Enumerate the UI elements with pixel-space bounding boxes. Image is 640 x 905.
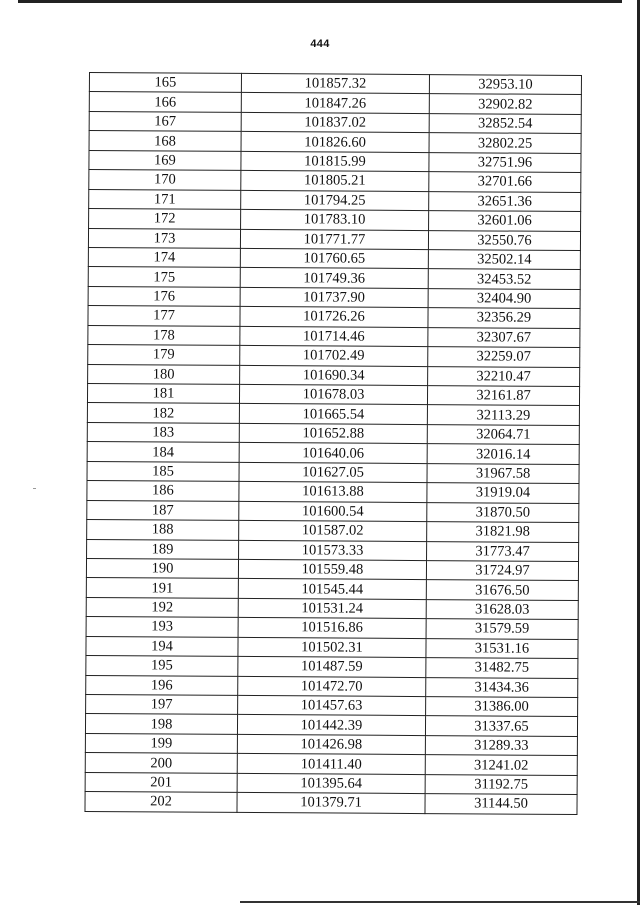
point-number-cell: 199: [85, 733, 237, 753]
point-number-cell: 190: [86, 558, 238, 578]
x-coordinate-cell: 101442.39: [237, 715, 425, 736]
scan-border-top: [18, 0, 622, 3]
y-coordinate-cell: 31628.03: [426, 599, 578, 619]
y-coordinate-cell: 31192.75: [425, 774, 577, 794]
y-coordinate-cell: 32701.66: [429, 172, 581, 192]
coordinate-table-container: [84, 72, 581, 815]
x-coordinate-cell: 101805.21: [241, 171, 429, 192]
point-number-cell: 166: [89, 92, 241, 112]
x-coordinate-cell: 101411.40: [237, 754, 425, 775]
y-coordinate-cell: 31821.98: [427, 522, 579, 542]
x-coordinate-cell: 101783.10: [241, 209, 429, 230]
x-coordinate-cell: 101457.63: [238, 695, 426, 716]
x-coordinate-cell: 101426.98: [237, 734, 425, 755]
point-number-cell: 176: [88, 286, 240, 306]
x-coordinate-cell: 101815.99: [241, 151, 429, 172]
y-coordinate-cell: 31386.00: [426, 697, 578, 717]
point-number-cell: 169: [89, 150, 241, 170]
point-number-cell: 193: [86, 617, 238, 637]
point-number-cell: 171: [89, 189, 241, 209]
x-coordinate-cell: 101472.70: [238, 676, 426, 697]
y-coordinate-cell: 32307.67: [428, 327, 580, 347]
y-coordinate-cell: 31967.58: [427, 463, 579, 483]
point-number-cell: 165: [89, 73, 241, 93]
table-body: [85, 73, 582, 815]
y-coordinate-cell: 31579.59: [426, 619, 578, 639]
point-number-cell: 194: [86, 636, 238, 656]
y-coordinate-cell: 32902.82: [429, 94, 581, 114]
y-coordinate-cell: 32016.14: [427, 444, 579, 464]
point-number-cell: 172: [89, 209, 241, 229]
point-number-cell: 179: [88, 345, 240, 365]
point-number-cell: 201: [85, 772, 237, 792]
point-number-cell: 192: [86, 597, 238, 617]
point-number-cell: 183: [87, 422, 239, 442]
point-number-cell: 174: [88, 247, 240, 267]
y-coordinate-cell: 31144.50: [425, 794, 577, 814]
point-number-cell: 168: [89, 131, 241, 151]
point-number-cell: 184: [87, 442, 239, 462]
y-coordinate-cell: 31241.02: [425, 755, 577, 775]
x-coordinate-cell: 101531.24: [238, 598, 426, 619]
y-coordinate-cell: 32113.29: [427, 405, 579, 425]
x-coordinate-cell: 101837.02: [241, 112, 429, 133]
point-number-cell: 173: [88, 228, 240, 248]
y-coordinate-cell: 32356.29: [428, 308, 580, 328]
x-coordinate-cell: 101714.46: [240, 326, 428, 347]
y-coordinate-cell: 32259.07: [428, 347, 580, 367]
point-number-cell: 187: [87, 500, 239, 520]
point-number-cell: 186: [87, 481, 239, 501]
point-number-cell: 200: [85, 753, 237, 773]
x-coordinate-cell: 101640.06: [239, 443, 427, 464]
x-coordinate-cell: 101627.05: [239, 462, 427, 483]
x-coordinate-cell: 101726.26: [240, 307, 428, 328]
x-coordinate-cell: 101760.65: [240, 248, 428, 269]
x-coordinate-cell: 101847.26: [241, 93, 429, 114]
x-coordinate-cell: 101559.48: [238, 559, 426, 580]
y-coordinate-cell: 32751.96: [429, 152, 581, 172]
point-number-cell: 189: [87, 539, 239, 559]
x-coordinate-cell: 101690.34: [240, 365, 428, 386]
y-coordinate-cell: 32453.52: [428, 269, 580, 289]
y-coordinate-cell: 32651.36: [429, 191, 581, 211]
y-coordinate-cell: 32953.10: [429, 75, 581, 95]
point-number-cell: 196: [86, 675, 238, 695]
y-coordinate-cell: 31870.50: [427, 502, 579, 522]
y-coordinate-cell: 31531.16: [426, 638, 578, 658]
point-number-cell: 170: [89, 170, 241, 190]
y-coordinate-cell: 32852.54: [429, 113, 581, 133]
x-coordinate-cell: 101545.44: [238, 579, 426, 600]
y-coordinate-cell: 31289.33: [425, 735, 577, 755]
page-number: 444: [310, 38, 330, 50]
y-coordinate-cell: 32502.14: [428, 250, 580, 270]
point-number-cell: 178: [88, 325, 240, 345]
x-coordinate-cell: 101665.54: [239, 404, 427, 425]
x-coordinate-cell: 101613.88: [239, 482, 427, 503]
point-number-cell: 182: [87, 403, 239, 423]
point-number-cell: 188: [87, 520, 239, 540]
point-number-cell: 167: [89, 111, 241, 131]
scan-speck: [33, 488, 36, 489]
x-coordinate-cell: 101749.36: [240, 268, 428, 289]
coordinate-table: [84, 72, 582, 815]
y-coordinate-cell: 32210.47: [428, 366, 580, 386]
x-coordinate-cell: 101737.90: [240, 287, 428, 308]
table-row: [85, 792, 577, 814]
y-coordinate-cell: 32161.87: [427, 386, 579, 406]
scan-border-bottom: [240, 901, 640, 903]
x-coordinate-cell: 101379.71: [237, 793, 425, 814]
y-coordinate-cell: 31482.75: [426, 658, 578, 678]
x-coordinate-cell: 101587.02: [239, 520, 427, 541]
x-coordinate-cell: 101395.64: [237, 773, 425, 794]
point-number-cell: 198: [85, 714, 237, 734]
y-coordinate-cell: 31773.47: [427, 541, 579, 561]
point-number-cell: 175: [88, 267, 240, 287]
x-coordinate-cell: 101652.88: [239, 423, 427, 444]
point-number-cell: 180: [88, 364, 240, 384]
point-number-cell: 181: [87, 383, 239, 403]
x-coordinate-cell: 101826.60: [241, 132, 429, 153]
point-number-cell: 195: [86, 656, 238, 676]
y-coordinate-cell: 31337.65: [425, 716, 577, 736]
x-coordinate-cell: 101857.32: [241, 73, 429, 94]
y-coordinate-cell: 32550.76: [428, 230, 580, 250]
point-number-cell: 202: [85, 792, 237, 812]
x-coordinate-cell: 101794.25: [241, 190, 429, 211]
x-coordinate-cell: 101600.54: [239, 501, 427, 522]
y-coordinate-cell: 31676.50: [426, 580, 578, 600]
point-number-cell: 197: [86, 694, 238, 714]
x-coordinate-cell: 101702.49: [240, 346, 428, 367]
x-coordinate-cell: 101502.31: [238, 637, 426, 658]
y-coordinate-cell: 32404.90: [428, 288, 580, 308]
y-coordinate-cell: 31919.04: [427, 483, 579, 503]
x-coordinate-cell: 101487.59: [238, 657, 426, 678]
x-coordinate-cell: 101516.86: [238, 618, 426, 639]
y-coordinate-cell: 32064.71: [427, 424, 579, 444]
point-number-cell: 185: [87, 461, 239, 481]
y-coordinate-cell: 32601.06: [429, 211, 581, 231]
x-coordinate-cell: 101771.77: [240, 229, 428, 250]
y-coordinate-cell: 32802.25: [429, 133, 581, 153]
point-number-cell: 177: [88, 306, 240, 326]
x-coordinate-cell: 101678.03: [239, 384, 427, 405]
y-coordinate-cell: 31724.97: [426, 561, 578, 581]
y-coordinate-cell: 31434.36: [426, 677, 578, 697]
point-number-cell: 191: [86, 578, 238, 598]
x-coordinate-cell: 101573.33: [239, 540, 427, 561]
